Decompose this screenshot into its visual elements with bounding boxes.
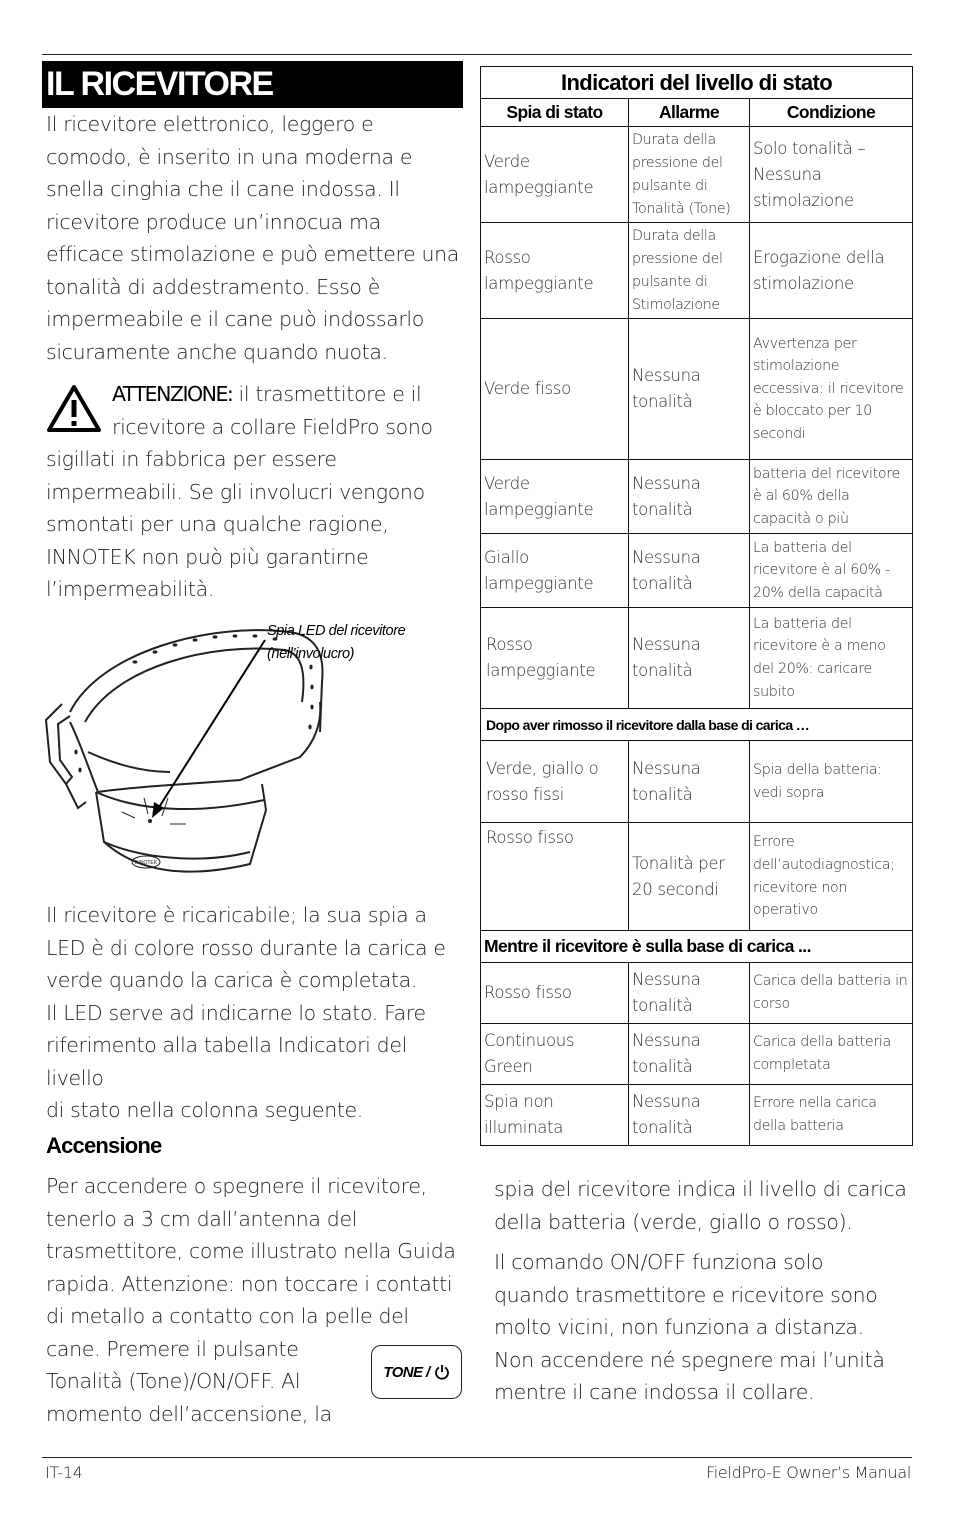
warning-line: impermeabili. Se gli involucri vengono [46, 479, 425, 504]
alarm-cell: Nessuna tonalità [629, 608, 750, 709]
condition-cell: Erogazione della stimolazione [750, 223, 913, 319]
power-on-line: momento dell’accensione, la [46, 1401, 332, 1426]
top-rule [42, 54, 912, 55]
alarm-cell: Nessuna tonalità [629, 460, 750, 534]
condition-cell: Solo tonalità – Nessuna stimolazione [750, 127, 913, 223]
warning-triangle-icon [46, 384, 102, 434]
power-icon [434, 1364, 450, 1380]
intro-line: tonalità di addestramento. Esso è [46, 274, 381, 299]
alarm-cell: Tonalità per 20 secondi [629, 823, 750, 931]
condition-cell: La batteria del ricevitore è al 60% - 20% della capacità [750, 534, 913, 608]
table-row [481, 741, 913, 823]
right-line: mentre il cane indossa il collare. [494, 1380, 815, 1404]
warning-line: l’impermeabilità. [46, 577, 214, 601]
status-light-cell: Rosso fisso [481, 823, 629, 931]
warning-line: INNOTEK non può più garantirne [46, 544, 369, 569]
warning-line: ricevitore a collare FieldPro sono [112, 414, 433, 439]
caption-line: Spia LED del ricevitore [267, 623, 406, 639]
manual-title: FieldPro-E Owner’s Manual [706, 1463, 911, 1482]
charging-line: di stato nella colonna seguente. [46, 1098, 363, 1122]
intro-line: Il ricevitore elettronico, leggero e [46, 112, 374, 136]
intro-line: snella cinghia che il cane indossa. Il [46, 177, 400, 201]
right-line: Il comando ON/OFF funziona solo [494, 1250, 824, 1274]
intro-line: ricevitore produce un’innocua ma [46, 209, 381, 234]
status-light-cell: Rosso fisso [481, 963, 629, 1024]
caption-line: (nell’involucro) [267, 646, 355, 662]
table-row [481, 1085, 913, 1146]
condition-cell: Errore dell’autodiagnostica; ricevitore non operativo [750, 823, 913, 931]
warning-paragraph-continued [46, 443, 466, 606]
intro-line: sicuramente anche quando nuota. [46, 339, 388, 364]
status-light-cell: Verde fisso [481, 319, 629, 460]
warning-line: il trasmettitore e il [232, 382, 422, 406]
status-light-cell: Spia non illuminata [481, 1085, 629, 1146]
right-line: quando trasmettitore e ricevitore sono [494, 1282, 878, 1307]
column-header: Spia di stato [481, 99, 629, 127]
power-on-line: cane. Premere il pulsante [46, 1336, 299, 1361]
power-on-line: tenerlo a 3 cm dall’antenna del [46, 1206, 358, 1231]
charging-line: verde quando la carica è completata. [46, 968, 418, 992]
warning-label: ATTENZIONE: [112, 382, 233, 406]
tone-power-button [371, 1345, 462, 1399]
warning-paragraph [112, 378, 462, 443]
right-line: della batteria (verde, giallo o rosso). [494, 1209, 853, 1234]
table-row [481, 823, 913, 931]
power-on-line: Per accendere o spegnere il ricevitore, [46, 1174, 427, 1198]
alarm-cell: Nessuna tonalità [629, 1085, 750, 1146]
brand-logo: INNOTEK [134, 860, 158, 866]
column-header: Allarme [629, 99, 750, 127]
power-on-line: Tonalità (Tone)/ON/OFF. Al [46, 1369, 301, 1393]
table-caption: Indicatori del livello di stato [481, 67, 913, 99]
alarm-cell: Nessuna tonalità [629, 1024, 750, 1085]
bottom-rule [42, 1457, 912, 1458]
intro-line: impermeabile e il cane può indossarlo [46, 307, 424, 331]
charging-line: riferimento alla tabella Indicatori del livello [46, 1033, 407, 1090]
right-line: Non accendere né spegnere mai l’unità [494, 1347, 885, 1372]
warning-line: smontati per una qualche ragione, [46, 512, 389, 536]
alarm-cell: Nessuna tonalità [629, 534, 750, 608]
status-indicators-table [480, 66, 913, 1146]
table-row [481, 1024, 913, 1085]
tone-button-label: TONE / [383, 1363, 430, 1381]
status-light-cell: Giallo lampeggiante [481, 534, 629, 608]
right-paragraph-1 [494, 1173, 914, 1238]
column-header: Condizione [750, 99, 913, 127]
status-light-cell: Rosso lampeggiante [481, 608, 629, 709]
status-light-cell: Continuous Green [481, 1024, 629, 1085]
table-row [481, 963, 913, 1024]
right-line: spia del ricevitore indica il livello di carica [494, 1177, 907, 1201]
condition-cell: Errore nella carica della batteria [750, 1085, 913, 1146]
power-on-line: di metallo a contatto con la pelle del [46, 1304, 409, 1328]
power-on-heading: Accensione [46, 1133, 162, 1158]
condition-cell: Spia della batteria: vedi sopra [750, 741, 913, 823]
condition-cell: Carica della batteria in corso [750, 963, 913, 1024]
section-title: IL RICEVITORE [42, 61, 463, 108]
status-light-cell: Verde, giallo o rosso fissi [481, 741, 629, 823]
condition-cell: batteria del ricevitore è al 60% della capacità o più [750, 460, 913, 534]
condition-cell: Avvertenza per stimolazione eccessiva: il ricevitore è bloccato per 10 secondi [750, 319, 913, 460]
status-light-cell: Verde lampeggiante [481, 460, 629, 534]
intro-line: comodo, è inserito in una moderna e [46, 144, 413, 169]
charging-line: LED è di colore rosso durante la carica e [46, 935, 446, 960]
table-row [481, 460, 913, 534]
table-row [481, 223, 913, 319]
alarm-cell: Durata della pressione del pulsante di Tonalità (Tone) [629, 127, 750, 223]
condition-cell: Carica della batteria completata [750, 1024, 913, 1085]
section-heading-on-charger: Mentre il ricevitore è sulla base di carica ... [481, 931, 913, 963]
alarm-cell: Nessuna tonalità [629, 319, 750, 460]
led-caption [267, 620, 467, 666]
right-paragraph-2 [494, 1246, 914, 1409]
condition-cell: La batteria del ricevitore è a meno del 20%: caricare subito [750, 608, 913, 709]
alarm-cell: Nessuna tonalità [629, 963, 750, 1024]
table-row [481, 534, 913, 608]
table-row [481, 319, 913, 460]
intro-paragraph [46, 108, 466, 368]
charging-line: Il LED serve ad indicarne lo stato. Fare [46, 1000, 426, 1025]
charging-line: Il ricevitore è ricaricabile; la sua spia a [46, 903, 427, 927]
status-light-cell: Rosso lampeggiante [481, 223, 629, 319]
power-on-line: rapida. Attenzione: non toccare i contatti [46, 1271, 453, 1296]
section-heading-after-removal: Dopo aver rimosso il ricevitore dalla base di carica … [481, 709, 913, 741]
right-line: molto vicini, non funziona a distanza. [494, 1315, 864, 1339]
warning-line: sigillati in fabbrica per essere [46, 447, 337, 471]
intro-line: efficace stimolazione e può emettere una [46, 242, 460, 266]
table-row [481, 608, 913, 709]
alarm-cell: Durata della pressione del pulsante di Stimolazione [629, 223, 750, 319]
charging-paragraph [46, 899, 466, 1127]
table-row [481, 127, 913, 223]
status-light-cell: Verde lampeggiante [481, 127, 629, 223]
power-on-line: trasmettitore, come illustrato nella Guida [46, 1239, 456, 1263]
page-number: IT-14 [45, 1463, 83, 1482]
alarm-cell: Nessuna tonalità [629, 741, 750, 823]
